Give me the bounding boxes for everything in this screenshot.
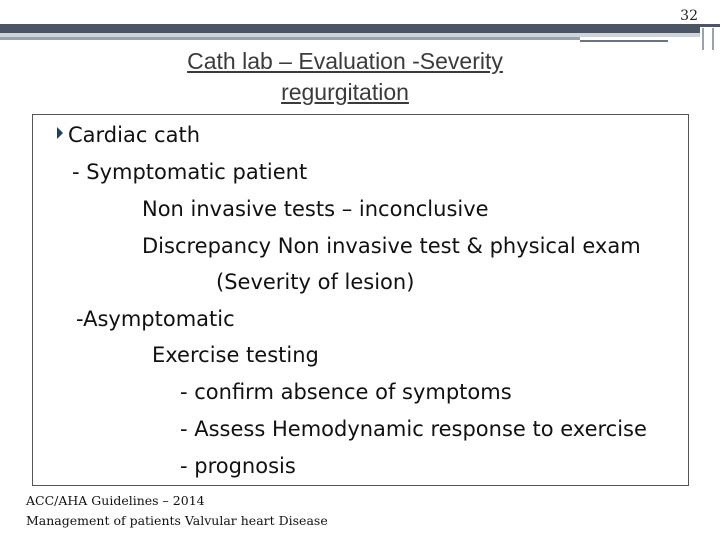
title-line-2: regurgitation [281, 79, 409, 105]
footer-line-2: Management of patients Valvular heart Disease [26, 513, 328, 528]
body-line-4: Discrepancy Non invasive test & physical exam [142, 234, 641, 258]
footer-line-1: ACC/AHA Guidelines – 2014 [26, 493, 205, 508]
body-line-9: - Assess Hemodynamic response to exercise [180, 417, 647, 441]
body-line-8: - confirm absence of symptoms [180, 380, 512, 404]
body-line-6: -Asymptomatic [76, 307, 235, 331]
bullet-arrow-icon [57, 127, 63, 139]
slide-title [100, 46, 590, 108]
body-line-3: Non invasive tests – inconclusive [142, 197, 489, 221]
body-line-5: (Severity of lesion) [216, 270, 415, 294]
body-line-2: - Symptomatic patient [72, 160, 308, 184]
page-number: 32 [680, 8, 698, 24]
body-line-1: Cardiac cath [68, 123, 201, 147]
body-line-10: - prognosis [180, 454, 296, 478]
title-line-1: Cath lab – Evaluation -Severity [187, 48, 503, 74]
body-line-7: Exercise testing [152, 343, 319, 367]
